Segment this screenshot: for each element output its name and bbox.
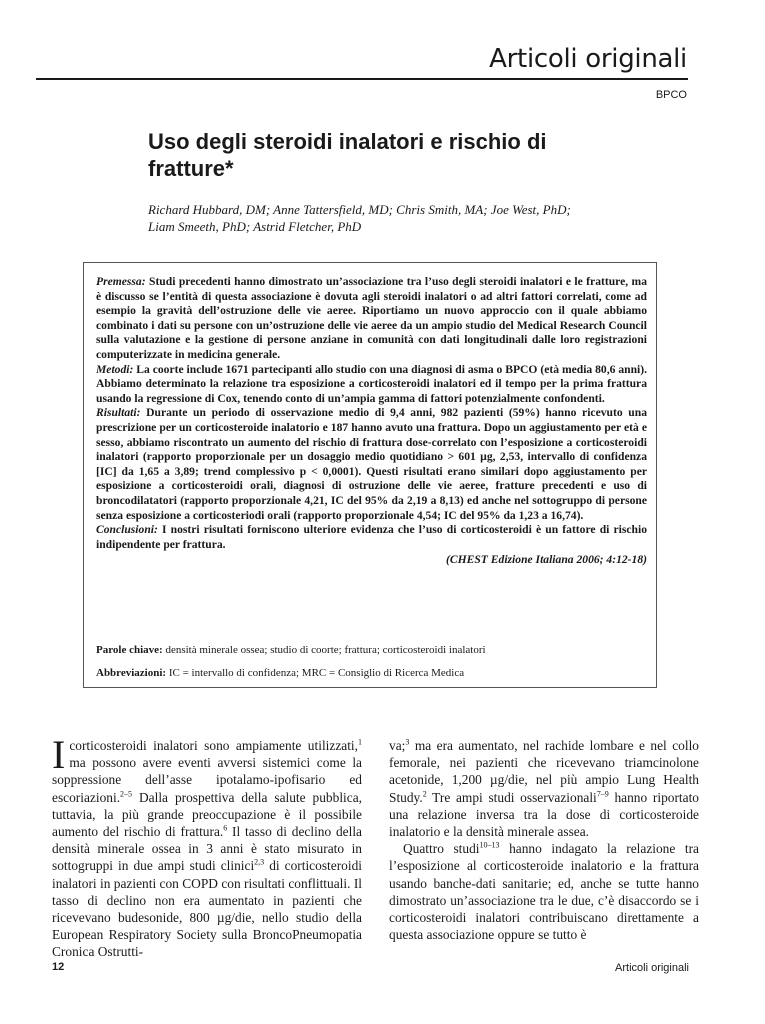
body-paragraph [389,840,699,943]
body-paragraph [52,732,362,961]
citation-ref: 6 [223,823,228,833]
body-text: di corticosteroidi inalatori in pazienti con COPD con risultati conflittuali. Il tasso di declino non era aumentato in pazienti che ricevevano budesonide, 800 µg/die, nello studio della European Respiratory Society sulla BroncoPneumopatia Cronica Ostrutti- [52,858,362,960]
body-text: hanno riportato una relazione inversa tra la dose di corticosteroide inalatorio e la densità minerale assea. [389,789,699,840]
metodi-label: Metodi: [96,362,134,376]
citation-ref: 2–5 [120,789,133,799]
risultati-label: Risultati: [96,406,141,420]
body-text: corticosteroidi inalatori sono ampiamente utilizzati, [69,738,358,753]
citation-ref: 1 [358,737,362,747]
body-text: va; [389,738,406,753]
citation-ref: 10–13 [479,840,500,850]
article-title: Uso degli steroidi inalatori e rischio di fratture* [148,129,547,181]
body-text: ma era aumentato, nel rachide lombare e nel collo femorale, nei pazienti che ricevevano triamcinolone acetonide, 1,200 µg/die, nel più ampio Lung Health Study. [389,738,699,805]
conclusioni-label: Conclusioni: [96,523,158,537]
body-text: ma possono avere eventi avversi sistemici come la soppressione dell’asse ipotalamo-ipofisario ed escoriazioni. [52,755,362,805]
section-title: Articoli originali [489,44,687,74]
header-rule [36,78,688,80]
body-column-right [389,737,699,943]
keywords [96,643,647,657]
body-text: Dalla prospettiva della salute pubblica, tuttavia, la più grande preoccupazione è il possibile aumento del rischio di frattura. [52,789,362,840]
conclusioni-text: I nostri risultati forniscono ulteriore evidenza che l’uso di corticosteroidi è un fattore di rischio indipendente per frattura. [96,523,647,551]
premessa-label: Premessa: [96,275,146,288]
page-number: 12 [52,961,65,973]
drop-cap: I [52,732,66,777]
abstract-body [96,275,647,568]
authors-line-1: Richard Hubbard, DM; Anne Tattersfield, MD; Chris Smith, MA; Joe West, PhD; [148,202,571,217]
abstract-metodi [96,363,647,407]
abstract-conclusioni [96,523,647,552]
citation-ref: 7–9 [596,789,609,799]
keywords-label: Parole chiave: [96,644,163,656]
body-text: Quattro studi [403,841,480,857]
authors-line-2: Liam Smeeth, PhD; Astrid Fletcher, PhD [148,219,362,234]
citation-ref: 2 [422,789,427,799]
premessa-text: Studi precedenti hanno dimostrato un’associazione tra l’uso degli steroidi inalatori e le fratture, ma è discusso se l’entità di questa associazione è dovuta agli steroidi inalatori o ad altri fattori correlati, come ad esempio la gravità dell’ostruzione delle vie aeree. Riportiamo un nuovo approccio con il quale abbiamo combinato i dati su persone con un’ostruzione delle vie aeree da un ampio studio del Medical Research Council sulla valutazione e la gestione di persone anziane in comunità con dati longitudinali dalle loro registrazioni computerizzate in medicina generale. [96,275,647,361]
authors [148,201,648,235]
body-paragraph [389,737,699,840]
section-tag: BPCO [655,89,687,101]
citation-ref: 2,3 [254,857,265,867]
risultati-text: Durante un periodo di osservazione medio di 9,4 anni, 982 pazienti (59%) hanno ricevuto una prescrizione per un corticosteroide inalatorio e 187 hanno avuto una frattura. Dopo un aggiustamento per età e sesso, abbiamo riscontrato un aumento del rischio di frattura dose-correlato con l’esposizione a corticosteroidi inalatori (rapporto proporzionale per un dosaggio medio quotidiano > 601 µg, 2,53, intervallo di confidenza [IC] da 1,65 a 3,89; trend complessivo p < 0,0001). Questi risultati erano similari dopo aggiustamento per esposizione a corticosteroidi orali, diagnosi di ostruzione delle vie aeree, fratture precedenti e uso di broncodilatatori (rapporto proporzionale 4,21, IC del 95% da 2,19 a 8,13) ed anche nel sottogruppo di persone senza esposizione a corticosteriodi orali (rapporto proporzionale 4,54; IC del 95% da 1,23 a 16,74). [96,406,647,522]
body-text: Tre ampi studi osservazionali [426,789,597,805]
citation: (CHEST Edizione Italiana 2006; 4:12-18) [446,553,647,567]
body-column-left [52,732,362,961]
footer-section-title: Articoli originali [615,962,689,974]
abbreviations-label: Abbreviazioni: [96,667,167,679]
abstract-premessa [96,275,647,363]
citation-ref: 3 [405,737,410,747]
body-text: hanno indagato la relazione tra l’esposizione al corticosteroide inalatorio e la frattura usando banche-dati sanitarie; ed, anche se tutte hanno dimostrato un’associazione tra le due, c’è disaccordo se i corticosteroidi inalatori contribuiscano direttamente a questa associazione oppure se tutto è [389,841,699,943]
abbreviations-text: IC = intervallo di confidenza; MRC = Consiglio di Ricerca Medica [166,667,465,679]
body-text: Il tasso di declino della densità minerale ossea in 3 anni è stato misurato in sottogruppi in due ampi studi clinici [52,824,362,874]
metodi-text: La coorte include 1671 partecipanti allo studio con una diagnosi di asma o BPCO (età media 80,6 anni). Abbiamo determinato la relazione tra esposizione a corticosteroidi inalatori ed il tempo per la prima frattura usando la regressione di Cox, tenendo conto di un’ampia gamma di fattori potenzialmente confondenti. [96,362,647,405]
abstract-box [83,262,657,688]
abbreviations [96,666,647,680]
keywords-text: densità minerale ossea; studio di coorte; frattura; corticosteroidi inalatori [162,644,486,656]
abstract-risultati [96,406,647,523]
